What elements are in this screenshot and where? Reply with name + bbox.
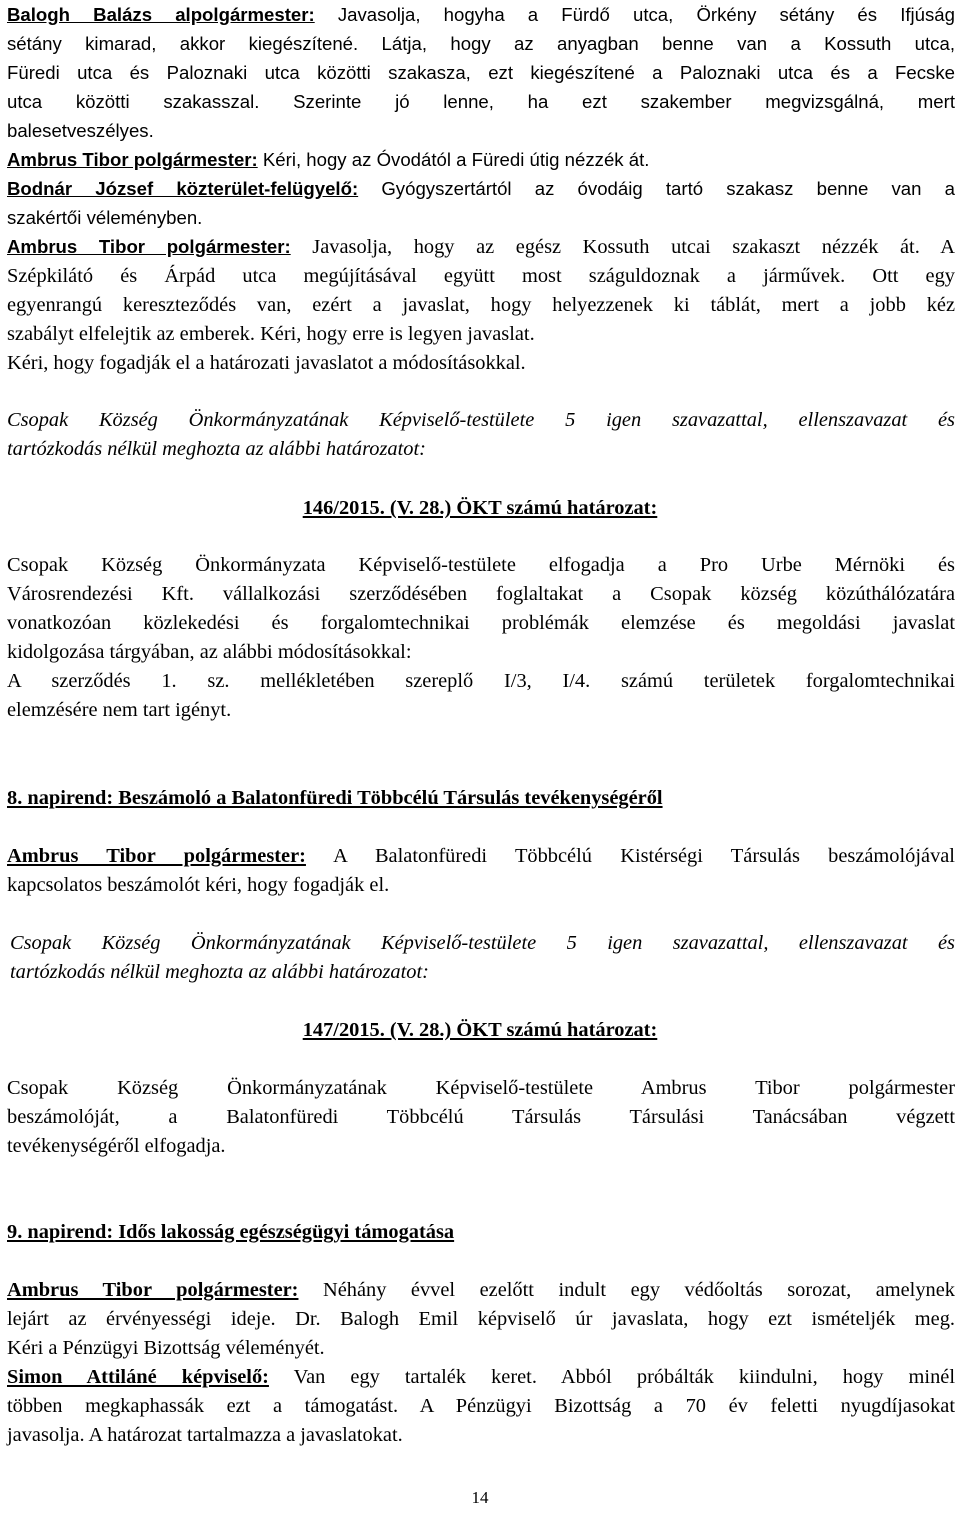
text-line: tartózkodás nélkül meghozta az alábbi határozatot:: [7, 438, 426, 460]
paragraph-bodnar: [7, 174, 955, 232]
text-line: Kéri a Pénzügyi Bizottság véleményét.: [7, 1337, 325, 1359]
text-line: javasolja. A határozat tartalmazza a javaslatokat.: [7, 1424, 403, 1446]
paragraph-balogh: [7, 0, 955, 145]
agenda-item-9: [7, 1218, 955, 1247]
paragraph-ambrus-3: [7, 842, 955, 900]
resolution-title: 146/2015. (V. 28.) ÖKT számú határozat:: [302, 497, 658, 519]
text-line: tartózkodás nélkül meghozta az alábbi határozatot:: [10, 961, 429, 983]
text-run: Javasolja, hogy az egész Kossuth utcai szakaszt nézzék át.: [312, 236, 920, 258]
speaker-name: Ambrus Tibor polgármester:: [7, 1279, 299, 1301]
text-line: Csopak Község Önkormányzata Képviselő-testülete elfogadja a Pro Urbe Mérnöki és: [7, 554, 955, 576]
text-line: Csopak Község Önkormányzatának Képviselő-testülete 5 igen szavazattal, ellenszavazat és: [10, 932, 955, 954]
text-line: többen megkaphassák ezt a támogatást. A Pénzügyi Bizottság a 70 év feletti nyugdíjasokat: [7, 1395, 955, 1417]
agenda-title: 9. napirend: Idős lakosság egészségügyi támogatása: [7, 1221, 455, 1243]
text-run: Néhány évvel ezelőtt indult egy védőoltás sorozat, amelynek: [323, 1279, 955, 1301]
text-line: Kéri, hogy fogadják el a határozati javaslatot a módosításokkal.: [7, 352, 526, 374]
text-run: Kéri, hogy az Óvodától a Füredi útig nézzék át.: [262, 149, 650, 170]
text-line: balesetveszélyes.: [7, 120, 154, 141]
text-line: egyenrangú kereszteződés van, ezért a javaslat, hogy helyezzenek ki táblát, mert a jobb kéz: [7, 294, 955, 316]
agenda-item-8: [7, 784, 955, 813]
vote-statement-2: [7, 929, 955, 987]
speaker-name: Simon Attiláné képviselő:: [7, 1366, 269, 1388]
text-line: Csopak Község Önkormányzatának Képviselő-testülete Ambrus Tibor polgármester: [7, 1077, 955, 1099]
text-run: szabályt elfelejtik az emberek.: [7, 323, 255, 345]
paragraph-ambrus-2: [7, 232, 955, 378]
text-line: kapcsolatos beszámolót kéri, hogy fogadják el.: [7, 874, 390, 896]
text-line: szakértői véleményben.: [7, 207, 203, 228]
speaker-name: Ambrus Tibor polgármester:: [7, 149, 258, 170]
speaker-name: Ambrus Tibor polgármester:: [7, 845, 306, 867]
agenda-title: 8. napirend: Beszámoló a Balatonfüredi Többcélú Társulás tevékenységéről: [7, 787, 663, 809]
text-run: Gyógyszertártól az óvodáig tartó szakasz benne van a: [381, 178, 956, 199]
text-line: vonatkozóan közlekedési és forgalomtechnikai problémák elemzése és megoldási javaslat: [7, 612, 955, 634]
speaker-name: Bodnár József közterület-felügyelő:: [7, 178, 359, 199]
text-line: beszámolóját, a Balatonfüredi Többcélú Társulás Társulási Tanácsában végzett: [7, 1106, 955, 1128]
text-line: Csopak Község Önkormányzatának Képviselő-testülete 5 igen szavazattal, ellenszavazat és: [7, 409, 955, 431]
vote-statement-1: [7, 406, 955, 464]
text-run: Szépkilátó és Árpád utca megújításával együtt most száguldoznak a járművek.: [7, 265, 846, 287]
text-line: kidolgozása tárgyában, az alábbi módosításokkal:: [7, 641, 412, 663]
text-line: lejárt az érvényességi ideje. Dr. Balogh Emil képviselő úr javaslata, hogy ezt ismételjék meg.: [7, 1308, 955, 1330]
text-run: Kéri, hogy erre is legyen javaslat.: [260, 323, 535, 345]
text-run: A: [940, 236, 955, 258]
resolution-body-1: [7, 551, 955, 725]
resolution-title: 147/2015. (V. 28.) ÖKT számú határozat:: [302, 1019, 658, 1041]
speaker-name: Balogh Balázs alpolgármester:: [7, 4, 315, 25]
text-line: sétány kimarad, akkor kiegészítené. Látja, hogy az anyagban benne van a Kossuth utca,: [7, 33, 955, 54]
text-line: tevékenységéről elfogadja.: [7, 1135, 226, 1157]
paragraph-ambrus-1: [7, 145, 955, 174]
text-line: Füredi utca és Paloznaki utca közötti szakasza, ezt kiegészítené a Paloznaki utca és a Fecske: [7, 62, 955, 83]
text-line: utca közötti szakasszal. Szerinte jó lenne, ha ezt szakember megvizsgálná, mert: [7, 91, 955, 112]
paragraph-ambrus-4: [7, 1276, 955, 1450]
page-number: 14: [471, 1488, 489, 1507]
text-run: Javasolja, hogyha a Fürdő utca, Örkény sétány és Ifjúság: [337, 4, 955, 25]
text-run: Ott egy: [872, 265, 955, 287]
text-line: A szerződés 1. sz. mellékletében szereplő I/3, I/4. számú területek forgalomtechnikai: [7, 670, 955, 692]
resolution-body-2: [7, 1074, 955, 1161]
text-line: Városrendezési Kft. vállalkozási szerződésében foglaltakat a Csopak község közúthálózatára: [7, 583, 955, 605]
text-line: elemzésére nem tart igényt.: [7, 699, 232, 721]
speaker-name: Ambrus Tibor polgármester:: [7, 236, 291, 257]
text-run: A Balatonfüredi Többcélú Kistérségi Társulás beszámolójával: [333, 845, 955, 867]
text-run: Van egy tartalék keret. Abból próbálták kiindulni, hogy minél: [293, 1366, 955, 1388]
